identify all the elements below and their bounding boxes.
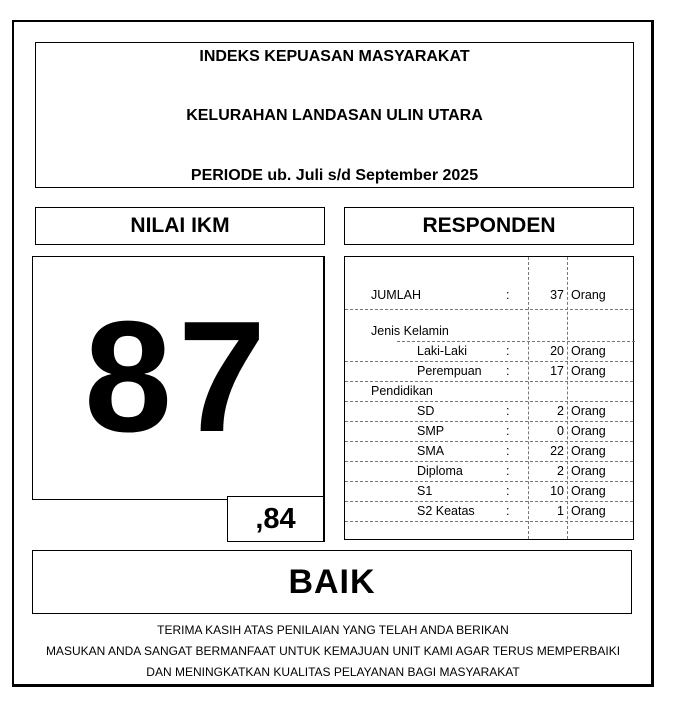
title-line-3: PERIODE ub. Juli s/d September 2025 (190, 167, 479, 184)
education-heading: Pendidikan (371, 384, 433, 398)
table-row (345, 421, 633, 442)
row-colon: : (506, 404, 510, 418)
row-unit: Orang (571, 344, 606, 358)
footer-line-1: TERIMA KASIH ATAS PENILAIAN YANG TELAH ANDA BERIKAN (157, 623, 509, 637)
row-label: Perempuan (417, 364, 482, 378)
responden-table (344, 256, 634, 540)
score-integer: 87 (84, 289, 272, 465)
row-unit: Orang (571, 404, 606, 418)
row-unit: Orang (571, 464, 606, 478)
table-row (345, 361, 633, 382)
row-unit: Orang (571, 444, 606, 458)
table-row (345, 461, 633, 482)
title-line-2: KELURAHAN LANDASAN ULIN UTARA (186, 107, 483, 124)
row-colon: : (506, 464, 510, 478)
row-label: S1 (417, 484, 433, 498)
row-unit: Orang (571, 364, 606, 378)
row-label: SMA (417, 444, 445, 458)
title-line-1: INDEKS KEPUASAN MASYARAKAT (199, 48, 470, 65)
row-unit: Orang (571, 504, 606, 518)
table-row (345, 401, 633, 422)
row-colon: : (506, 364, 510, 378)
row-unit: Orang (571, 484, 606, 498)
row-unit: Orang (571, 424, 606, 438)
row-value: 10 (550, 484, 564, 498)
row-colon: : (506, 288, 510, 302)
table-row (345, 481, 633, 502)
ikm-heading: NILAI IKM (35, 207, 325, 245)
title-box (35, 42, 634, 188)
row-value: 37 (550, 288, 564, 302)
score-box (32, 256, 325, 500)
education-heading-row (345, 381, 633, 402)
row-value: 22 (550, 444, 564, 458)
score-decimal: ,84 (227, 496, 325, 542)
table-row (345, 501, 633, 522)
row-colon: : (506, 484, 510, 498)
table-row (345, 441, 633, 462)
row-separator (397, 321, 635, 342)
row-label: Diploma (417, 464, 463, 478)
row-label: S2 Keatas (417, 504, 475, 518)
row-label: JUMLAH (371, 288, 422, 302)
table-row-total (345, 279, 633, 310)
table-row (345, 341, 633, 362)
row-value: 20 (550, 344, 564, 358)
row-value: 2 (557, 404, 564, 418)
row-colon: : (506, 504, 510, 518)
row-colon: : (506, 424, 510, 438)
row-label: Laki-Laki (417, 344, 468, 358)
row-colon: : (506, 444, 510, 458)
row-unit: Orang (571, 288, 606, 302)
row-label: SD (417, 404, 435, 418)
responden-heading: RESPONDEN (344, 207, 634, 245)
row-colon: : (506, 344, 510, 358)
row-label: SMP (417, 424, 445, 438)
footer-line-3: DAN MENINGKATKAN KUALITAS PELAYANAN BAGI MASYARAKAT (146, 665, 520, 679)
footer-line-2: MASUKAN ANDA SANGAT BERMANFAAT UNTUK KEMAJUAN UNIT KAMI AGAR TERUS MEMPERBAIKI (45, 644, 621, 658)
ikm-category: BAIK (32, 550, 632, 614)
row-value: 1 (557, 504, 564, 518)
row-value: 0 (557, 424, 564, 438)
row-value: 17 (550, 364, 564, 378)
gender-heading: Jenis Kelamin (371, 324, 449, 338)
row-value: 2 (557, 464, 564, 478)
